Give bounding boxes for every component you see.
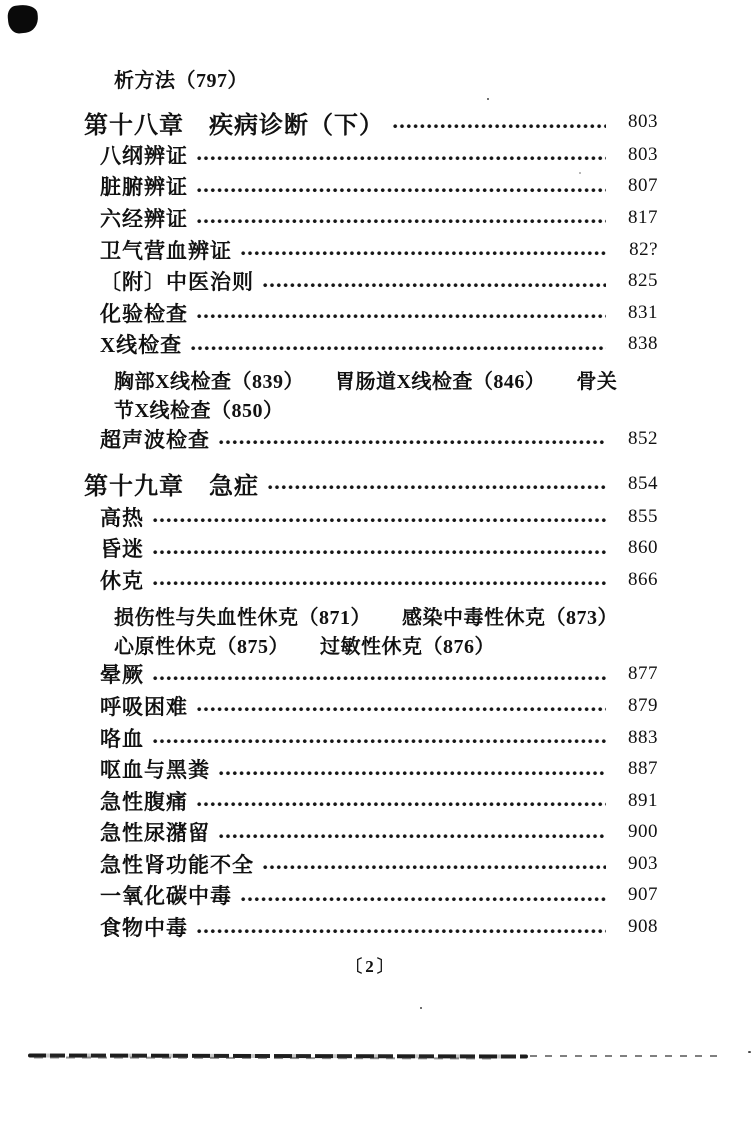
scan-speck [487,98,489,100]
scan-artifact-line [530,1055,722,1057]
dot-leader [197,156,606,161]
dot-leader [268,485,606,490]
toc-row [84,659,658,691]
toc-row [84,911,658,943]
toc-entry-title: 损伤性与失血性休克（871） 感染中毒性休克（873） [114,606,618,629]
scan-speck [579,172,581,174]
toc-row [84,817,658,849]
toc-page-number: 854 [628,472,658,494]
toc-page-number: 900 [628,821,658,843]
toc-entry-title: 〔附〕中医治则 [100,270,254,295]
toc-entry-title: 脏腑辨证 [100,175,188,200]
toc-page-number: 807 [628,175,658,197]
scan-speck [420,1007,422,1009]
toc-row [84,105,658,139]
toc-page-number: 908 [628,916,658,938]
dot-leader [197,707,606,712]
toc-row [84,564,658,596]
toc-entry-title: 超声波检查 [100,427,210,452]
dot-leader [153,518,606,523]
toc-entry-title: 急性肾功能不全 [100,852,254,877]
toc-entry-title: 八纲辨证 [100,143,188,168]
toc-page-number: 852 [628,427,658,449]
dot-leader [197,314,606,319]
toc-page-number: 877 [628,663,658,685]
toc-row [84,64,658,93]
dot-leader [153,581,606,586]
toc-row [84,880,658,912]
ink-smudge [7,4,40,35]
toc-page-number: 860 [628,537,658,559]
toc-row [84,394,658,423]
toc-entry-title: 析方法（797） [114,70,248,92]
dot-leader [153,739,606,744]
toc-row [84,601,658,630]
toc-page-number: 831 [628,301,658,323]
toc-entry-title: 胸部X线检查（839） 胃肠道X线检查（846） 骨关 [114,371,618,394]
toc-row [84,171,658,203]
dot-leader [219,771,606,776]
toc-page-number: 879 [628,694,658,716]
toc-page-number: 866 [628,568,658,590]
toc-page-number: 803 [628,143,658,165]
toc-page-number: 817 [628,206,658,228]
dot-leader [393,124,606,129]
toc-row [84,753,658,785]
toc-entry-title: 第十九章 急症 [84,474,259,501]
toc-page-number: 891 [628,789,658,811]
dot-leader [153,550,606,555]
toc-row [84,690,658,722]
dot-leader [197,802,606,807]
toc-row [84,365,658,394]
dot-leader [197,929,606,934]
toc-page-number: 855 [628,505,658,527]
toc-row [84,202,658,234]
toc-row [84,467,658,501]
toc-entry-title: 急性腹痛 [100,789,188,814]
toc-entry-title: 第十八章 疾病诊断（下） [84,112,384,139]
toc-row [84,139,658,171]
toc-entry-title: 六经辨证 [100,206,188,231]
toc-entry-title: 呼吸困难 [100,694,188,719]
toc-entry-title: 呕血与黑粪 [100,758,210,783]
toc-row [84,297,658,329]
toc-row [84,234,658,266]
toc-entry-title: 节X线检查（850） [114,400,284,423]
toc-entry-title: 高热 [100,505,144,530]
dot-leader [197,188,606,193]
toc-row [84,532,658,564]
toc-entry-title: 休克 [100,568,144,593]
toc-entry-title: 化验检查 [100,301,188,326]
scan-artifact-line [28,1053,528,1058]
toc-row [84,785,658,817]
dot-leader [191,346,606,351]
toc-row [84,265,658,297]
toc-entry-title: 心原性休克（875） 过敏性休克（876） [114,635,495,658]
toc-row [84,848,658,880]
toc-entry-title: 一氧化碳中毒 [100,884,232,909]
toc-page-number: 887 [628,758,658,780]
toc-row [84,329,658,361]
toc-entry-title: 咯血 [100,726,144,751]
dot-leader [153,676,606,681]
dot-leader [263,283,606,288]
toc-entry-title: 急性尿潴留 [100,821,210,846]
toc-entry-title: 昏迷 [100,537,144,562]
toc-page-number: 825 [628,270,658,292]
dot-leader [197,219,606,224]
toc-row [84,630,658,659]
dot-leader [219,440,606,445]
dot-leader [263,865,606,870]
toc-entry-title: 食物中毒 [100,916,188,941]
toc-page-number: 82? [629,238,658,260]
toc-page-number: 907 [628,884,658,906]
dot-leader [241,897,606,902]
toc-row [84,501,658,533]
toc-page-number: 883 [628,726,658,748]
toc-page-number: 838 [628,333,658,355]
toc-list [84,64,658,943]
toc-entry-title: X线检查 [100,333,183,358]
toc-page-number: 803 [628,111,658,132]
dot-leader [219,834,606,839]
dot-leader [241,251,606,256]
toc-row [84,423,658,455]
toc-row [84,722,658,754]
toc-entry-title: 晕厥 [100,663,144,688]
scan-speck [748,1051,751,1053]
toc-entry-title: 卫气营血辨证 [100,238,232,263]
page-number-footer: 〔2〕 [345,957,397,976]
toc-page-number: 903 [628,852,658,874]
